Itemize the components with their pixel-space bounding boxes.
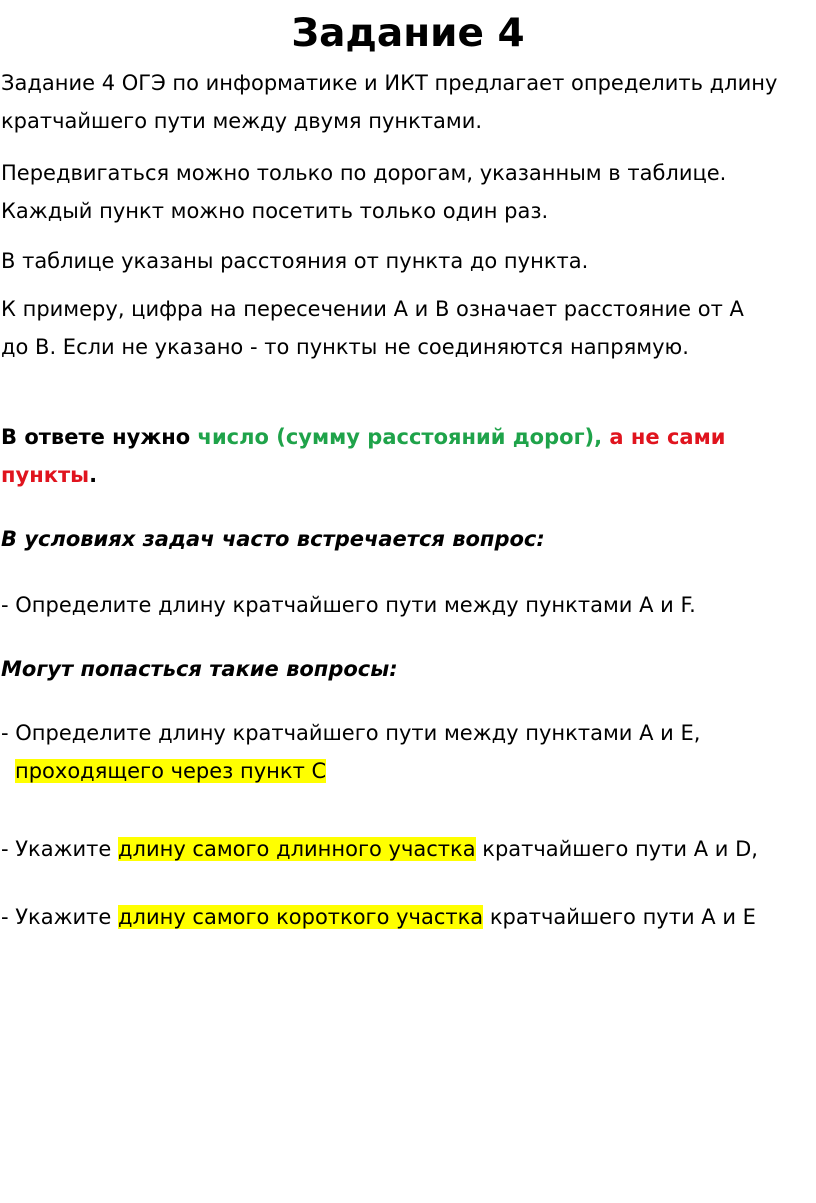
answer-suffix: .: [89, 463, 98, 487]
variant-2-highlight: длину самого длинного участка: [118, 837, 476, 861]
answer-green-text: число (сумму расстояний дорог),: [197, 425, 603, 449]
variant-item-2: [1, 830, 816, 868]
example-line-1: К примеру, цифра на пересечении A и B означает расстояние от A: [1, 297, 744, 321]
intro-line-2: кратчайшего пути между двумя пунктами.: [1, 109, 483, 133]
answer-paragraph: [1, 418, 816, 494]
example-line-2: до B. Если не указано - то пункты не соединяются напрямую.: [1, 335, 689, 359]
rules-line-1: Передвигаться можно только по дорогам, указанным в таблице.: [1, 161, 727, 185]
variant-3-highlight: длину самого короткого участка: [118, 905, 484, 929]
example-paragraph: [1, 290, 816, 366]
variant-3-after: кратчайшего пути A и E: [483, 905, 756, 929]
question-example: - Определите длину кратчайшего пути между пунктами A и F.: [1, 593, 696, 617]
page-title: Задание 4: [291, 11, 525, 56]
rules-paragraph: [1, 154, 816, 230]
rules-line-2: Каждый пункт можно посетить только один раз.: [1, 199, 549, 223]
variant-2-before: - Укажите: [1, 837, 118, 861]
variant-1-text: - Определите длину кратчайшего пути между пунктами A и E,: [1, 721, 701, 745]
intro-line-1: Задание 4 ОГЭ по информатике и ИКТ предлагает определить длину: [1, 71, 778, 95]
variants-heading: Могут попасться такие вопросы:: [1, 657, 398, 681]
table-note: В таблице указаны расстояния от пункта до пункта.: [1, 249, 589, 273]
question-heading: В условиях задач часто встречается вопрос:: [1, 527, 545, 551]
answer-red-text-2: пункты: [1, 463, 90, 487]
variant-2-after: кратчайшего пути A и D,: [475, 837, 758, 861]
variant-item-3: [1, 898, 816, 936]
variant-3-before: - Укажите: [1, 905, 118, 929]
variant-1-highlight: проходящего через пункт С: [15, 759, 327, 783]
variant-item-1: [1, 714, 816, 790]
answer-prefix: В ответе нужно: [1, 425, 198, 449]
answer-red-text-1: а не сами: [602, 425, 726, 449]
intro-paragraph: [1, 64, 816, 140]
